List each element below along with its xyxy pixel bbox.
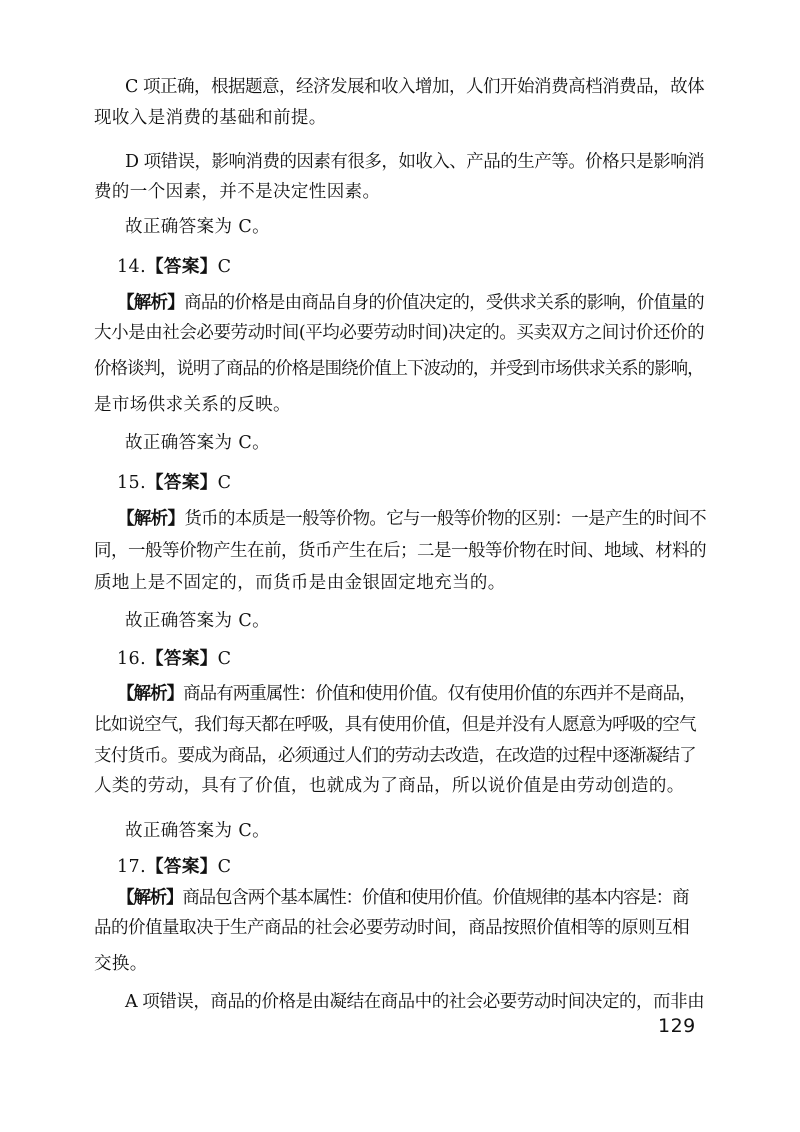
text-run: 商品包含两个基本属性：价值和使用价值。价值规律的基本内容是：商 [182, 888, 689, 908]
text-run: 支付货币。要成为商品，必须通过人们的劳动去改造，在改造的过程中逐渐凝结了 [94, 746, 696, 766]
bold-label: 【答案】 [146, 473, 218, 493]
text-run: 商品有两重属性：价值和使用价值。仅有使用价值的东西并不是商品， [183, 684, 696, 704]
text-run: 17. [117, 857, 147, 877]
text-line [94, 358, 704, 380]
text-run: A 项错误，商品的价格是由凝结在商品中的社会必要劳动时间决定的，而非由 [125, 992, 705, 1012]
text-run: 品的价值量取决于生产商品的社会必要劳动时间，商品按照价值相等的原则互相 [94, 918, 690, 938]
bold-label: 【解析】 [117, 684, 184, 704]
bold-label: 【解析】 [117, 888, 183, 908]
text-run: 同，一般等价物产生在前，货币产生在后；二是一般等价物在时间、地域、材料的 [94, 541, 707, 561]
text-line [125, 991, 704, 1013]
text-run: 15. [117, 473, 147, 493]
text-line [94, 953, 148, 975]
text-run: 16. [117, 649, 147, 669]
text-line [94, 181, 380, 203]
text-line [125, 820, 270, 842]
text-line [94, 775, 685, 797]
text-line [94, 107, 327, 129]
text-run: 故正确答案为 C。 [125, 217, 271, 237]
text-line [94, 572, 506, 594]
text-line [117, 292, 704, 314]
text-run: D 项错误，影响消费的因素有很多，如收入、产品的生产等。价格只是影响消 [125, 152, 705, 172]
text-line [94, 394, 291, 416]
text-line [117, 508, 706, 530]
text-run: 现收入是消费的基础和前提。 [94, 108, 327, 128]
page-number: 129 [658, 1015, 696, 1037]
text-line [94, 714, 696, 736]
text-run: 故正确答案为 C。 [125, 821, 271, 841]
text-line [94, 322, 704, 344]
text-line [125, 610, 270, 632]
text-line [117, 648, 231, 670]
text-run: 质地上是不固定的，而货币是由金银固定地充当的。 [94, 573, 506, 593]
text-line [125, 432, 270, 454]
text-run: C 项正确，根据题意，经济发展和收入增加，人们开始消费高档消费品，故体 [125, 77, 705, 97]
text-run: 比如说空气，我们每天都在呼吸，具有使用价值，但是并没有人愿意为呼吸的空气 [94, 715, 696, 735]
text-line [94, 540, 706, 562]
text-line [125, 151, 704, 173]
text-line [125, 76, 704, 98]
text-line [94, 917, 689, 939]
text-run: C [217, 473, 232, 493]
text-run: 大小是由社会必要劳动时间(平均必要劳动时间)决定的。买卖双方之间讨价还价的 [94, 323, 705, 343]
text-run: 价格谈判，说明了商品的价格是围绕价值上下波动的，并受到市场供求关系的影响， [94, 359, 704, 379]
text-line [125, 216, 270, 238]
bold-label: 【解析】 [117, 509, 185, 529]
text-run: C [217, 257, 232, 277]
text-line [117, 256, 231, 278]
text-run: 商品的价格是由商品自身的价值决定的，受供求关系的影响，价值量的 [184, 293, 704, 313]
text-line [94, 745, 696, 767]
bold-label: 【解析】 [117, 293, 185, 313]
text-run: C [217, 857, 232, 877]
text-run: 故正确答案为 C。 [125, 611, 271, 631]
text-line [117, 856, 231, 878]
text-run: 交换。 [94, 954, 148, 974]
text-line [117, 683, 696, 705]
text-run: 货币的本质是一般等价物。它与一般等价物的区别：一是产生的时间不 [184, 509, 706, 529]
bold-label: 【答案】 [146, 257, 218, 277]
bold-label: 【答案】 [146, 649, 218, 669]
text-run: C [217, 649, 232, 669]
text-run: 是市场供求关系的反映。 [94, 395, 291, 415]
text-run: 费的一个因素，并不是决定性因素。 [94, 182, 381, 202]
bold-label: 【答案】 [146, 857, 218, 877]
text-run: 14. [117, 257, 147, 277]
text-line [117, 887, 688, 909]
text-run: 人类的劳动，具有了价值，也就成为了商品，所以说价值是由劳动创造的。 [94, 776, 685, 796]
text-line [117, 472, 231, 494]
text-run: 故正确答案为 C。 [125, 433, 271, 453]
